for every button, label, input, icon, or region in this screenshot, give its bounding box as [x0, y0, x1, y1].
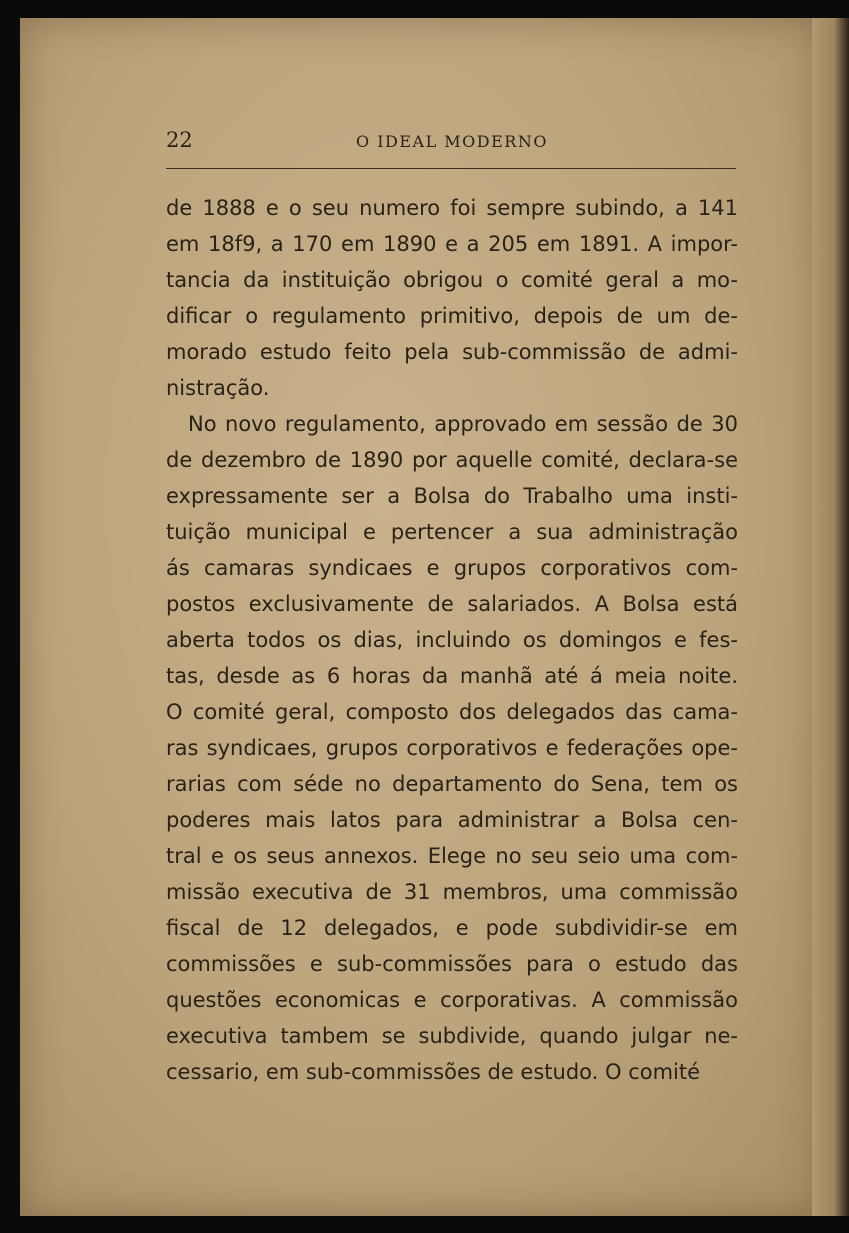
- text-line: morado estudo feito pela sub-commissão de admi-: [166, 340, 738, 364]
- page-number: 22: [166, 128, 193, 152]
- text-line: missão executiva de 31 membros, uma commissão: [166, 880, 738, 904]
- text-line: executiva tambem se subdivide, quando julgar ne-: [166, 1024, 738, 1048]
- header-rule: [166, 168, 736, 169]
- text-line: de 1888 e o seu numero foi sempre subindo, a 141: [166, 196, 738, 220]
- text-line: tas, desde as 6 horas da manhã até á meia noite.: [166, 664, 738, 688]
- text-line: rarias com séde no departamento do Sena, tem os: [166, 772, 738, 796]
- text-line: dificar o regulamento primitivo, depois de um de-: [166, 304, 738, 328]
- text-line: tuição municipal e pertencer a sua administração: [166, 520, 738, 544]
- text-line: em 18f9, a 170 em 1890 e a 205 em 1891. A impor-: [166, 232, 738, 256]
- text-line: postos exclusivamente de salariados. A Bolsa está: [166, 592, 738, 616]
- page-edge-shadow: [812, 18, 849, 1216]
- text-line: nistração.: [166, 376, 270, 400]
- text-line: O comité geral, composto dos delegados das cama-: [166, 700, 738, 724]
- text-line: de dezembro de 1890 por aquelle comité, declara-se: [166, 448, 738, 472]
- text-line: ás camaras syndicaes e grupos corporativos com-: [166, 556, 738, 580]
- text-line: questões economicas e corporativas. A commissão: [166, 988, 738, 1012]
- running-title: O IDEAL MODERNO: [356, 132, 548, 151]
- text-line: aberta todos os dias, incluindo os domingos e fes-: [166, 628, 738, 652]
- text-line: ras syndicaes, grupos corporativos e federações ope-: [166, 736, 738, 760]
- text-line: fiscal de 12 delegados, e pode subdividir-se em: [166, 916, 738, 940]
- text-line: cessario, em sub-commissões de estudo. O comité: [166, 1060, 701, 1084]
- text-line: commissões e sub-commissões para o estudo das: [166, 952, 738, 976]
- body-text: [166, 190, 738, 1090]
- running-head: [166, 128, 736, 158]
- text-line: No novo regulamento, approvado em sessão de 30: [188, 412, 738, 436]
- text-line: tral e os seus annexos. Elege no seu seio uma com-: [166, 844, 738, 868]
- text-line: tancia da instituição obrigou o comité geral a mo-: [166, 268, 738, 292]
- text-line: poderes mais latos para administrar a Bolsa cen-: [166, 808, 738, 832]
- text-line: expressamente ser a Bolsa do Trabalho uma insti-: [166, 484, 738, 508]
